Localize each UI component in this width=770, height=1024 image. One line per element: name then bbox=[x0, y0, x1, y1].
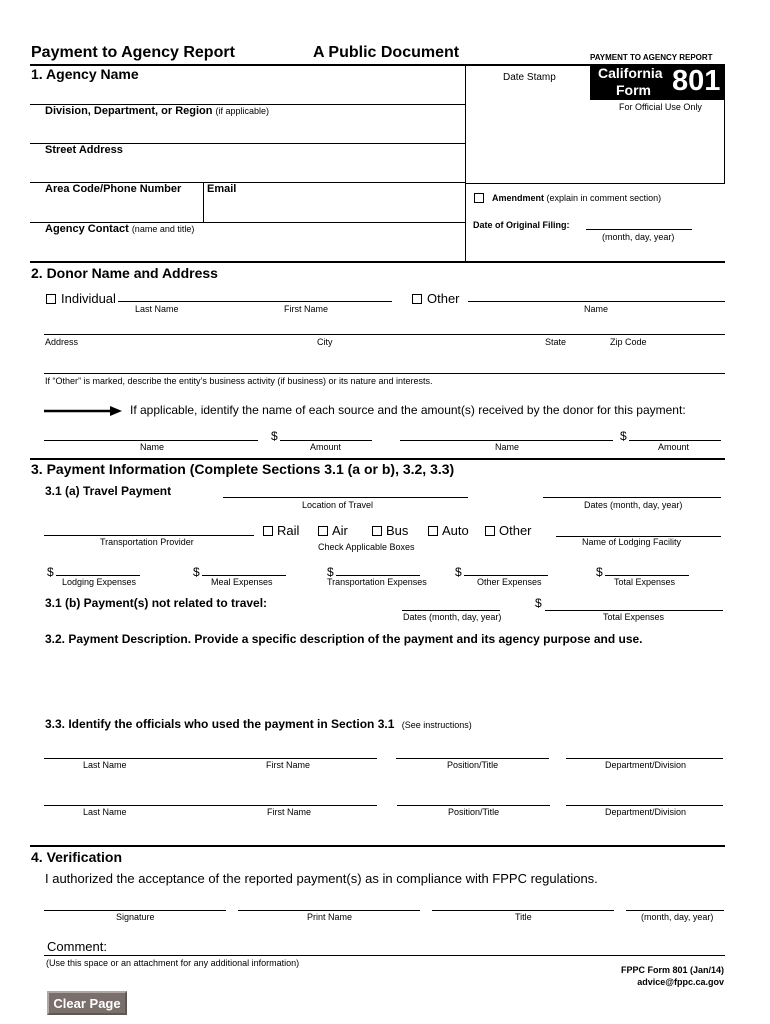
non-travel-dollar: $ bbox=[535, 596, 542, 610]
individual-label: Individual bbox=[61, 291, 116, 306]
official-1-name-field[interactable] bbox=[44, 758, 377, 759]
verification-date-hint: (month, day, year) bbox=[641, 912, 714, 922]
badge-state: California bbox=[598, 65, 663, 81]
date-stamp-label: Date Stamp bbox=[503, 72, 556, 83]
official-2-first-hint: First Name bbox=[267, 807, 312, 817]
official-1-department-hint: Department/Division bbox=[605, 760, 687, 770]
agency-contact-label: Agency Contact (name and title) bbox=[45, 223, 195, 235]
travel-location-hint: Location of Travel bbox=[302, 500, 374, 510]
comment-field[interactable] bbox=[44, 955, 725, 956]
amendment-checkbox[interactable] bbox=[474, 193, 484, 203]
officials-title: 3.3. Identify the officials who used the payment in Section 3.1 (See instructions) bbox=[45, 717, 472, 731]
original-filing-label: Date of Original Filing: bbox=[473, 220, 570, 230]
check-boxes-hint: Check Applicable Boxes bbox=[318, 542, 415, 552]
total-dollar: $ bbox=[596, 565, 603, 579]
auto-checkbox[interactable] bbox=[428, 526, 438, 536]
official-1-first-hint: First Name bbox=[266, 760, 311, 770]
source-name-hint-2: Name bbox=[495, 442, 520, 452]
phone-label: Area Code/Phone Number bbox=[45, 183, 182, 195]
other-expenses-field[interactable] bbox=[464, 575, 548, 576]
print-name-field[interactable] bbox=[238, 910, 420, 911]
bus-checkbox[interactable] bbox=[372, 526, 382, 536]
signature-hint: Signature bbox=[116, 912, 155, 922]
badge-number: 801 bbox=[672, 65, 721, 97]
donor-name-field[interactable] bbox=[118, 301, 392, 302]
section-4-top-rule bbox=[30, 845, 725, 847]
other-transport-label: Other bbox=[499, 523, 532, 538]
official-2-department-field[interactable] bbox=[566, 805, 723, 806]
first-name-hint: First Name bbox=[284, 304, 329, 314]
title-hint: Title bbox=[515, 912, 532, 922]
source-name-field-1[interactable] bbox=[44, 440, 258, 441]
other-donor-checkbox[interactable] bbox=[412, 294, 422, 304]
air-checkbox[interactable] bbox=[318, 526, 328, 536]
other-donor-name-field[interactable] bbox=[468, 301, 725, 302]
clear-page-button[interactable]: Clear Page bbox=[47, 991, 127, 1015]
source-instructions: If applicable, identify the name of each source and the amount(s) received by the donor for this payment: bbox=[130, 403, 686, 417]
comment-label: Comment: bbox=[47, 939, 107, 954]
other-donor-label: Other bbox=[427, 291, 460, 306]
print-name-hint: Print Name bbox=[307, 912, 353, 922]
source-amount-field-1[interactable] bbox=[280, 440, 372, 441]
signature-field[interactable] bbox=[44, 910, 226, 911]
other-name-hint: Name bbox=[584, 304, 609, 314]
non-travel-dates-hint: Dates (month, day, year) bbox=[403, 612, 502, 622]
lodging-expenses-field[interactable] bbox=[56, 575, 140, 576]
bus-label: Bus bbox=[386, 523, 409, 538]
official-2-name-field[interactable] bbox=[44, 805, 377, 806]
date-stamp-right-border bbox=[724, 64, 725, 184]
badge-form: Form bbox=[616, 82, 651, 98]
public-document-label: A Public Document bbox=[313, 44, 460, 61]
form-801-badge bbox=[590, 64, 724, 100]
travel-dates-hint: Dates (month, day, year) bbox=[584, 500, 683, 510]
section-1-top-rule bbox=[30, 64, 725, 66]
travel-dates-field[interactable] bbox=[543, 497, 721, 498]
street-address-label: Street Address bbox=[45, 144, 123, 156]
non-travel-total-hint: Total Expenses bbox=[603, 612, 665, 622]
other-exp-dollar: $ bbox=[455, 565, 462, 579]
section-1-title: 1. Agency Name bbox=[31, 66, 139, 82]
other-expenses-hint: Other Expenses bbox=[477, 577, 542, 587]
air-label: Air bbox=[332, 523, 348, 538]
transport-expenses-hint: Transportation Expenses bbox=[327, 577, 427, 587]
official-1-position-hint: Position/Title bbox=[447, 760, 499, 770]
travel-payment-title: 3.1 (a) Travel Payment bbox=[45, 484, 172, 498]
donor-address-field[interactable] bbox=[44, 334, 725, 335]
division-label: Division, Department, or Region (if applicable) bbox=[45, 105, 270, 117]
official-1-last-hint: Last Name bbox=[83, 760, 127, 770]
amendment-label: Amendment (explain in comment section) bbox=[492, 193, 662, 203]
section-4-title: 4. Verification bbox=[31, 849, 123, 865]
non-travel-dates-field[interactable] bbox=[402, 610, 500, 611]
transport-dollar: $ bbox=[327, 565, 334, 579]
section-1-divider bbox=[465, 64, 466, 262]
meal-dollar: $ bbox=[193, 565, 200, 579]
rail-checkbox[interactable] bbox=[263, 526, 273, 536]
fppc-email-link[interactable]: advice@fppc.ca.gov bbox=[637, 977, 724, 987]
source-amount-field-2[interactable] bbox=[629, 440, 721, 441]
official-2-position-hint: Position/Title bbox=[448, 807, 500, 817]
section-2-top-rule bbox=[30, 261, 725, 263]
lodging-dollar: $ bbox=[47, 565, 54, 579]
individual-checkbox[interactable] bbox=[46, 294, 56, 304]
official-use-label: For Official Use Only bbox=[619, 102, 702, 112]
city-hint: City bbox=[317, 337, 333, 347]
comment-hint: (Use this space or an attachment for any additional information) bbox=[46, 958, 300, 968]
arrow-right-icon bbox=[44, 404, 124, 418]
section-3-title: 3. Payment Information (Complete Sections 3.1 (a or b), 3.2, 3.3) bbox=[31, 461, 455, 477]
original-filing-date-field[interactable] bbox=[586, 229, 692, 230]
source-amount-hint-2: Amount bbox=[658, 442, 690, 452]
form-id-label: FPPC Form 801 (Jan/14) bbox=[620, 965, 724, 975]
email-label: Email bbox=[207, 183, 237, 195]
other-description-hint: If “Other” is marked, describe the entity’s business activity (if business) or its nature and interests. bbox=[45, 376, 433, 386]
official-2-position-field[interactable] bbox=[397, 805, 550, 806]
official-2-department-hint: Department/Division bbox=[605, 807, 687, 817]
section-2-title: 2. Donor Name and Address bbox=[31, 265, 218, 281]
non-travel-title: 3.1 (b) Payment(s) not related to travel: bbox=[45, 596, 268, 610]
original-filing-date-hint: (month, day, year) bbox=[602, 232, 675, 242]
top-right-label: PAYMENT TO AGENCY REPORT bbox=[590, 53, 713, 62]
non-travel-total-field[interactable] bbox=[545, 610, 723, 611]
lodging-expenses-hint: Lodging Expenses bbox=[62, 577, 137, 587]
phone-email-divider bbox=[203, 182, 204, 222]
meal-expenses-hint: Meal Expenses bbox=[211, 577, 273, 587]
verification-date-field[interactable] bbox=[626, 910, 724, 911]
travel-location-field[interactable] bbox=[223, 497, 468, 498]
title-field[interactable] bbox=[432, 910, 614, 911]
verification-statement: I authorized the acceptance of the reported payment(s) as in compliance with FPPC regulations. bbox=[45, 871, 598, 886]
source-name-field-2[interactable] bbox=[400, 440, 613, 441]
form-title: Payment to Agency Report bbox=[31, 44, 235, 61]
other-transport-checkbox[interactable] bbox=[485, 526, 495, 536]
total-expenses-field[interactable] bbox=[605, 575, 689, 576]
zip-hint: Zip Code bbox=[610, 337, 647, 347]
source-amount-hint-1: Amount bbox=[310, 442, 342, 452]
transport-expenses-field[interactable] bbox=[336, 575, 420, 576]
lodging-facility-hint: Name of Lodging Facility bbox=[582, 537, 682, 547]
official-2-last-hint: Last Name bbox=[83, 807, 127, 817]
official-1-position-field[interactable] bbox=[396, 758, 549, 759]
source-name-hint-1: Name bbox=[140, 442, 165, 452]
meal-expenses-field[interactable] bbox=[202, 575, 286, 576]
other-description-field[interactable] bbox=[44, 373, 725, 374]
official-1-department-field[interactable] bbox=[566, 758, 723, 759]
total-expenses-hint: Total Expenses bbox=[614, 577, 676, 587]
last-name-hint: Last Name bbox=[135, 304, 179, 314]
state-hint: State bbox=[545, 337, 567, 347]
transport-provider-hint: Transportation Provider bbox=[100, 537, 194, 547]
date-stamp-bottom-border bbox=[465, 183, 725, 184]
section-3-top-rule bbox=[30, 458, 725, 460]
auto-label: Auto bbox=[442, 523, 469, 538]
transport-provider-field[interactable] bbox=[44, 535, 254, 536]
source-dollar-1: $ bbox=[271, 429, 278, 443]
address-hint: Address bbox=[45, 337, 79, 347]
payment-description-title: 3.2. Payment Description. Provide a specific description of the payment and its agency purpose and use. bbox=[45, 632, 643, 646]
source-dollar-2: $ bbox=[620, 429, 627, 443]
rail-label: Rail bbox=[277, 523, 300, 538]
